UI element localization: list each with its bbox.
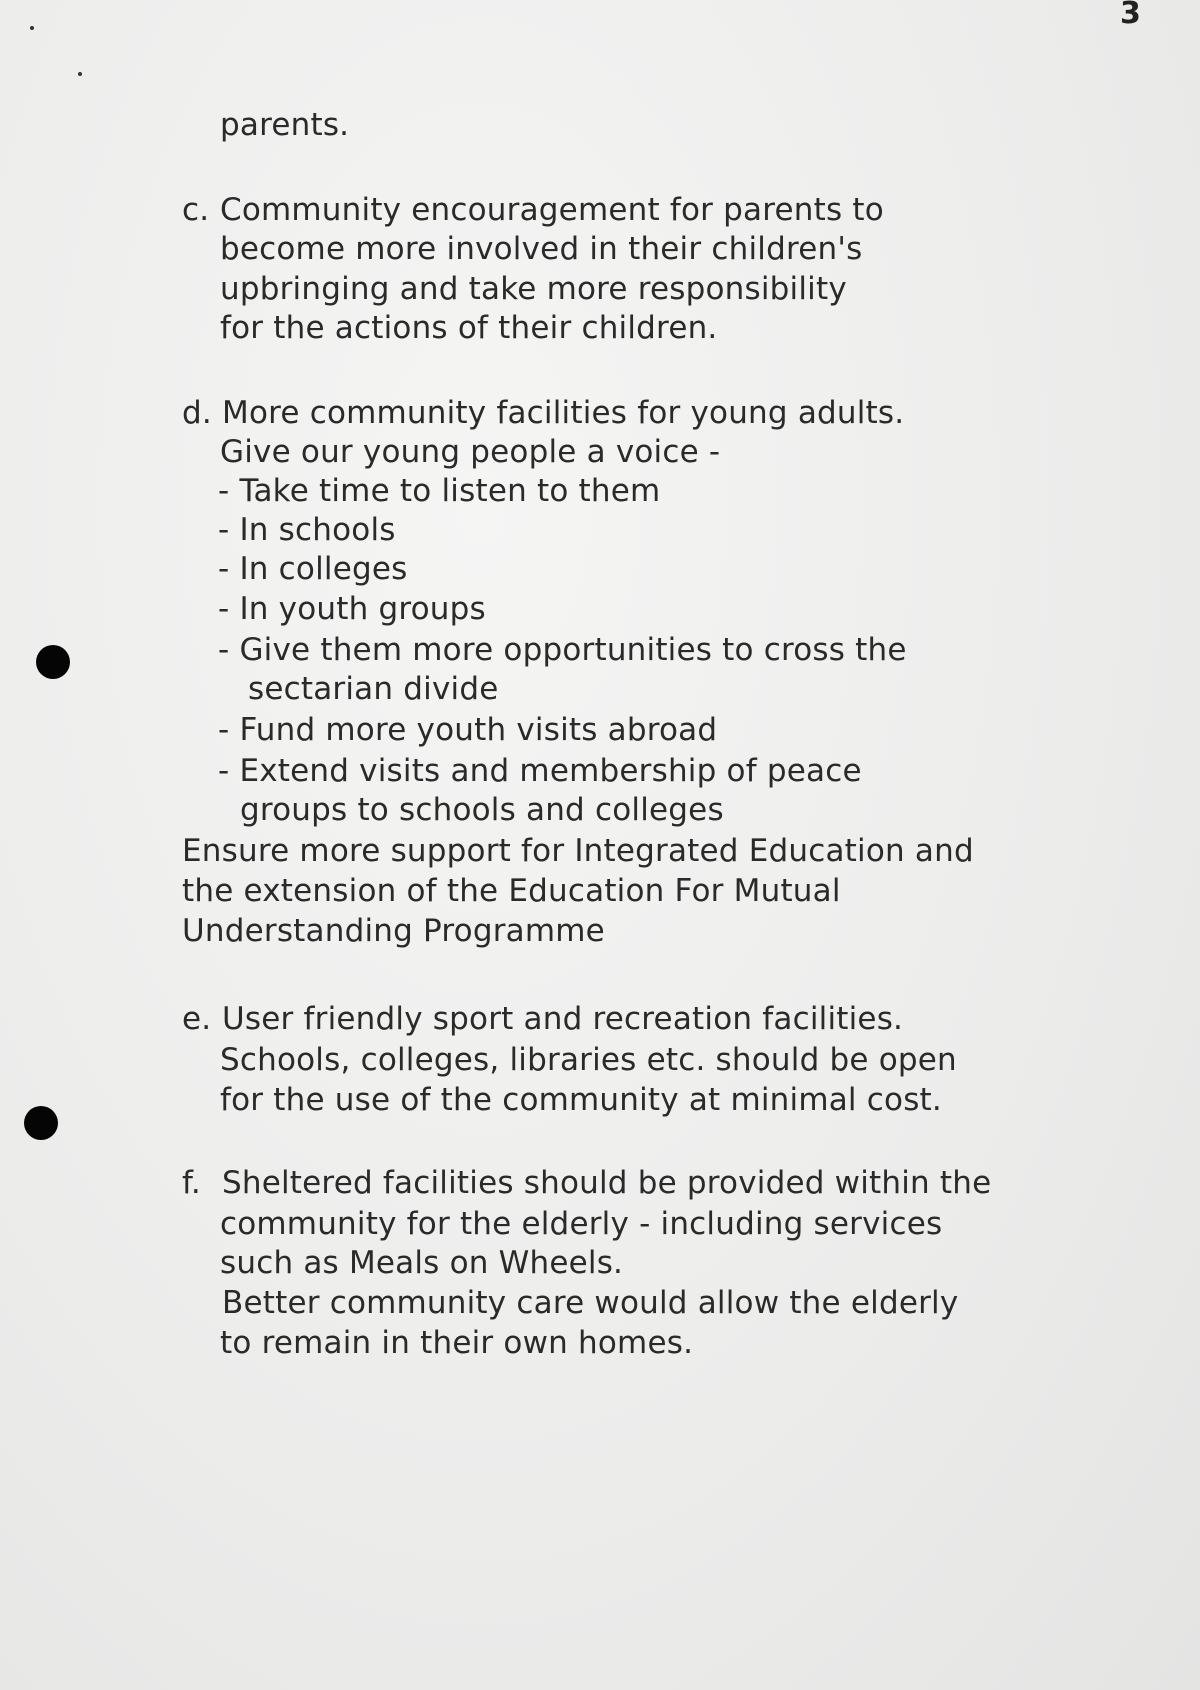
section-c-line-4: for the actions of their children. xyxy=(220,310,718,346)
section-d-closing-2: the extension of the Education For Mutual xyxy=(182,873,841,909)
section-d-bullet-1: - Take time to listen to them xyxy=(218,473,661,509)
section-c-letter: c. xyxy=(182,192,210,228)
punch-hole-lower xyxy=(24,1106,58,1140)
section-d-letter: d. xyxy=(182,395,212,431)
section-d-bullet-7: - Extend visits and membership of peace xyxy=(218,753,862,789)
paper-speck xyxy=(78,72,82,76)
section-d-closing-3: Understanding Programme xyxy=(182,913,605,949)
section-e-line-2: Schools, colleges, libraries etc. should be open xyxy=(220,1042,957,1078)
section-f-line-1: Sheltered facilities should be provided within the xyxy=(222,1165,992,1201)
section-f-line-5: to remain in their own homes. xyxy=(220,1325,694,1361)
section-f-letter: f. xyxy=(182,1165,201,1201)
section-d-bullet-4: - In youth groups xyxy=(218,591,486,627)
page-number: 3 xyxy=(1120,0,1141,31)
section-c-line-1: Community encouragement for parents to xyxy=(220,192,884,228)
section-e-line-3: for the use of the community at minimal cost. xyxy=(220,1082,942,1118)
paper-speck xyxy=(30,26,34,30)
continuation-text: parents. xyxy=(220,107,350,143)
section-d-intro: Give our young people a voice - xyxy=(220,434,721,470)
section-d-bullet-5-cont: sectarian divide xyxy=(248,671,499,707)
section-d-bullet-3: - In colleges xyxy=(218,551,408,587)
section-d-closing-1: Ensure more support for Integrated Education and xyxy=(182,833,974,869)
section-d-first-line: More community facilities for young adults. xyxy=(222,395,905,431)
section-d-bullet-5: - Give them more opportunities to cross the xyxy=(218,632,907,668)
section-d-bullet-7-cont: groups to schools and colleges xyxy=(240,792,724,828)
section-f-line-2: community for the elderly - including services xyxy=(220,1206,943,1242)
section-c-line-3: upbringing and take more responsibility xyxy=(220,271,847,307)
punch-hole-upper xyxy=(36,645,70,679)
section-c-line-2: become more involved in their children's xyxy=(220,231,863,267)
section-e-letter: e. xyxy=(182,1001,212,1037)
section-e-line-1: User friendly sport and recreation facilities. xyxy=(222,1001,904,1037)
section-d-bullet-2: - In schools xyxy=(218,512,396,548)
section-f-line-3: such as Meals on Wheels. xyxy=(220,1245,624,1281)
section-f-line-4: Better community care would allow the elderly xyxy=(222,1285,959,1321)
section-d-bullet-6: - Fund more youth visits abroad xyxy=(218,712,718,748)
